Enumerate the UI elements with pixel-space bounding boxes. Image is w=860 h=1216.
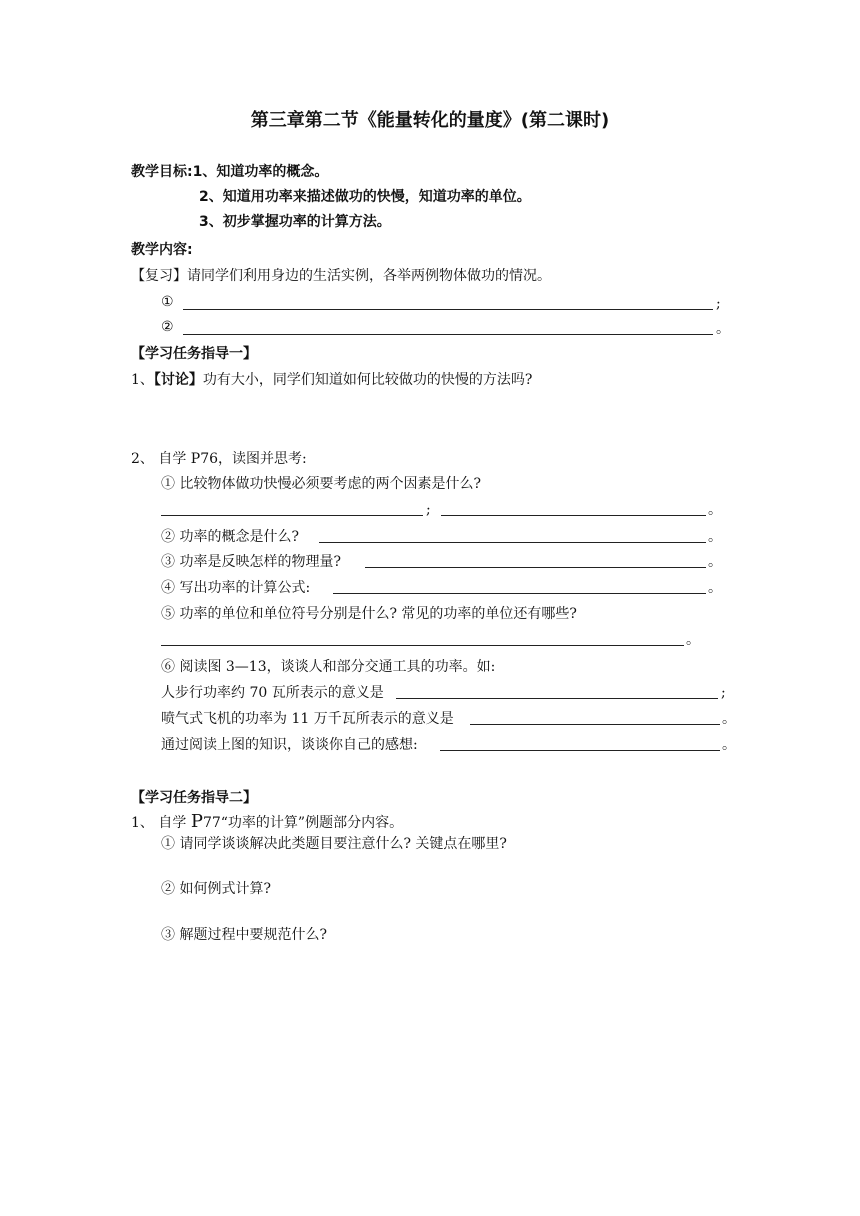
task2-heading: 【学习任务指导二】	[131, 790, 257, 806]
sub-question-2: ② 功率的概念是什么?	[161, 529, 299, 545]
task2-sub-1: ① 请同学谈谈解决此类题目要注意什么? 关键点在哪里?	[161, 836, 507, 852]
question-text: 77“功率的计算”例题部分内容。	[202, 815, 404, 831]
line-end: 。	[708, 554, 722, 570]
line-end: 。	[686, 632, 700, 648]
objective-item: 2、知道用功率来描述做功的快慢，知道功率的单位。	[199, 189, 531, 205]
question-text: 功有大小，同学们知道如何比较做功的快慢的方法吗?	[202, 372, 533, 388]
question-prefix: 1、 自学	[131, 815, 191, 831]
objective-item: 3、初步掌握功率的计算方法。	[199, 214, 391, 230]
sub-question-1: ① 比较物体做功快慢必须要考虑的两个因素是什么?	[161, 476, 481, 492]
answer-blank[interactable]	[161, 515, 423, 516]
line-end: 。	[722, 711, 736, 727]
page-letter: P	[190, 811, 203, 832]
sub-question-6a: 人步行功率约 70 瓦所表示的意义是	[161, 685, 384, 701]
objectives-line-1	[131, 162, 328, 182]
sub-question-5: ⑤ 功率的单位和单位符号分别是什么? 常见的功率的单位还有哪些?	[161, 606, 577, 622]
objectives-label: 教学目标:	[131, 164, 193, 180]
discussion-tag: 【讨论】	[153, 372, 203, 388]
line-end: 。	[708, 529, 722, 545]
sub-question-6c: 通过阅读上图的知识，谈谈你自己的感想:	[161, 737, 418, 753]
review-item-marker: ②	[161, 319, 174, 335]
answer-blank[interactable]	[396, 698, 718, 699]
line-end: 。	[722, 737, 736, 753]
review-item-end: 。	[716, 321, 730, 337]
task2-question-1	[131, 812, 403, 833]
page-title: 第三章第二节《能量转化的量度》(第二课时)	[250, 110, 610, 131]
task1-question-2: 2、 自学 P76，读图并思考:	[131, 451, 307, 467]
answer-blank[interactable]	[440, 750, 720, 751]
sub-question-6: ⑥ 阅读图 3—13，谈谈人和部分交通工具的功率。如:	[161, 659, 496, 675]
review-text: 【复习】请同学们利用身边的生活实例，各举两例物体做功的情况。	[131, 268, 551, 284]
sub-question-6b: 喷气式飞机的功率为 11 万千瓦所表示的意义是	[161, 711, 454, 727]
answer-blank[interactable]	[183, 334, 713, 335]
objective-item: 1、知道功率的概念。	[192, 164, 329, 180]
sub-question-3: ③ 功率是反映怎样的物理量?	[161, 554, 341, 570]
sub-question-4: ④ 写出功率的计算公式:	[161, 580, 311, 596]
task2-sub-3: ③ 解题过程中要规范什么?	[161, 927, 327, 943]
answer-blank[interactable]	[333, 593, 706, 594]
content-label: 教学内容:	[131, 242, 193, 258]
answer-blank[interactable]	[441, 515, 706, 516]
task1-question-1	[131, 370, 532, 390]
review-item-end: ;	[716, 296, 721, 312]
separator: ;	[426, 502, 431, 518]
line-end: ;	[721, 685, 726, 701]
line-end: 。	[708, 502, 722, 518]
review-item-marker: ①	[161, 294, 174, 310]
answer-blank[interactable]	[470, 724, 720, 725]
task2-sub-2: ② 如何例式计算?	[161, 881, 271, 897]
question-number: 1、	[131, 372, 154, 388]
task1-heading: 【学习任务指导一】	[131, 346, 257, 362]
answer-blank[interactable]	[365, 567, 706, 568]
line-end: 。	[708, 580, 722, 596]
answer-blank[interactable]	[161, 645, 684, 646]
answer-blank[interactable]	[319, 542, 706, 543]
answer-blank[interactable]	[183, 309, 713, 310]
